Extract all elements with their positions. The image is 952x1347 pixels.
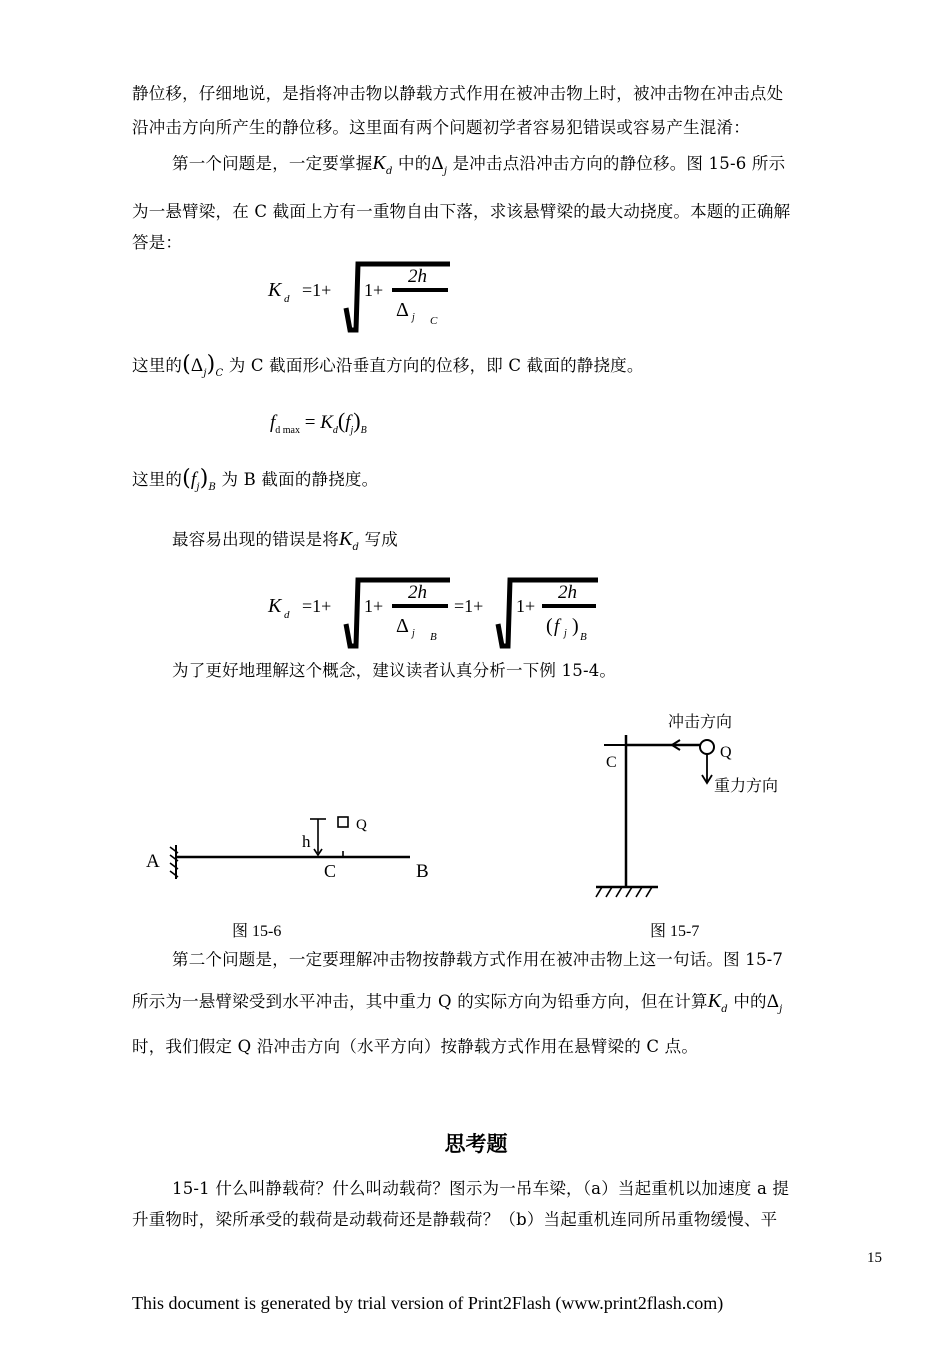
- formula-fdmax: $f_{d max} = K_d(f_j)_B$: [270, 408, 367, 436]
- impact-direction-label: 冲击方向: [668, 714, 733, 731]
- text-line: 所示为一悬臂梁受到水平冲击，其中重力 Q 的实际方向为铅垂方向，但在计算$K_d$ 中的$\Delta_j$: [132, 990, 783, 1015]
- formula-kd-wrong: [260, 572, 620, 652]
- svg-text:(: (: [546, 615, 553, 637]
- text-line: 升重物时，梁所承受的载荷是动载荷还是静载荷？（b）当起重机连同所吊重物缓慢、平: [132, 1210, 778, 1229]
- text-line: 这里的$(f_j)_B$ 为 B 截面的静挠度。: [132, 466, 379, 493]
- label-C: C: [606, 754, 617, 771]
- figure-15-6: [140, 805, 440, 890]
- svg-text:2h: 2h: [408, 582, 427, 603]
- svg-text:1+: 1+: [364, 596, 384, 616]
- weight-circle: [700, 740, 714, 754]
- text-line: 为一悬臂梁，在 C 截面上方有一重物自由下落，求该悬臂梁的最大动挠度。本题的正确解: [132, 202, 791, 221]
- text-line: 答是：: [132, 233, 183, 252]
- text-line: 这里的$(\Delta_j)_C$ 为 C 截面形心沿垂直方向的位移，即 C 截面的静挠度。: [132, 352, 644, 379]
- svg-text:1+: 1+: [364, 280, 384, 300]
- svg-text:C: C: [430, 315, 438, 327]
- svg-text:B: B: [430, 631, 437, 643]
- svg-text:2h: 2h: [408, 266, 427, 287]
- label-A: A: [146, 851, 160, 872]
- figure-caption: 图 15-7: [650, 923, 700, 940]
- label-B: B: [416, 861, 429, 882]
- svg-text:=1+: =1+: [302, 280, 332, 300]
- svg-text:2h: 2h: [558, 582, 577, 603]
- svg-text:1+: 1+: [516, 596, 536, 616]
- svg-text:d: d: [284, 293, 290, 305]
- footer-notice: This document is generated by trial version of Print2Flash (www.print2flash.com): [132, 1293, 724, 1313]
- text-line: 最容易出现的错误是将$K_d$ 写成: [172, 528, 399, 553]
- formula-kd: [260, 256, 460, 336]
- label-h: h: [302, 832, 311, 851]
- label-Q: Q: [720, 744, 732, 761]
- kd-symbol: K: [268, 279, 282, 301]
- text-line: 第二个问题是，一定要理解冲击物按静载方式作用在被冲击物上这一句话。图 15-7: [172, 950, 784, 969]
- label-C: C: [324, 861, 337, 881]
- text-line: 15-1 什么叫静载荷？什么叫动载荷？图示为一吊车梁，（a）当起重机以加速度 a 提: [172, 1179, 790, 1198]
- section-heading: 思考题: [444, 1131, 508, 1156]
- label-Q: Q: [356, 817, 367, 833]
- svg-text:f: f: [554, 616, 560, 637]
- svg-text:j: j: [412, 628, 415, 639]
- svg-text:j: j: [412, 312, 415, 323]
- svg-text:j: j: [564, 628, 567, 639]
- gravity-direction-label: 重力方向: [714, 778, 779, 795]
- figure-15-7: [590, 705, 810, 900]
- text-line: 第一个问题是，一定要掌握$K_d$ 中的$\Delta_j$ 是冲击点沿冲击方向的静位移。图 15-6 所示: [172, 152, 786, 177]
- svg-text:=1+: =1+: [454, 596, 484, 616]
- svg-text:B: B: [580, 631, 587, 643]
- svg-text:): ): [572, 615, 579, 637]
- text-line: 为了更好地理解这个概念，建议读者认真分析一下例 15-4。: [172, 661, 617, 680]
- svg-text:Δ: Δ: [396, 615, 409, 637]
- text-line: 时，我们假定 Q 沿冲击方向（水平方向）按静载方式作用在悬臂梁的 C 点。: [132, 1037, 699, 1056]
- weight-square: [338, 817, 348, 827]
- svg-text:Δ: Δ: [396, 299, 409, 321]
- text-line: 静位移，仔细地说，是指将冲击物以静载方式作用在被冲击物上时，被冲击物在冲击点处: [132, 84, 784, 103]
- figure-caption: 图 15-6: [232, 923, 282, 940]
- page-number: 15: [867, 1250, 882, 1266]
- svg-text:=1+: =1+: [302, 596, 332, 616]
- text-line: 沿冲击方向所产生的静位移。这里面有两个问题初学者容易犯错误或容易产生混淆：: [132, 118, 750, 137]
- svg-text:K: K: [268, 595, 282, 617]
- svg-text:d: d: [284, 609, 290, 621]
